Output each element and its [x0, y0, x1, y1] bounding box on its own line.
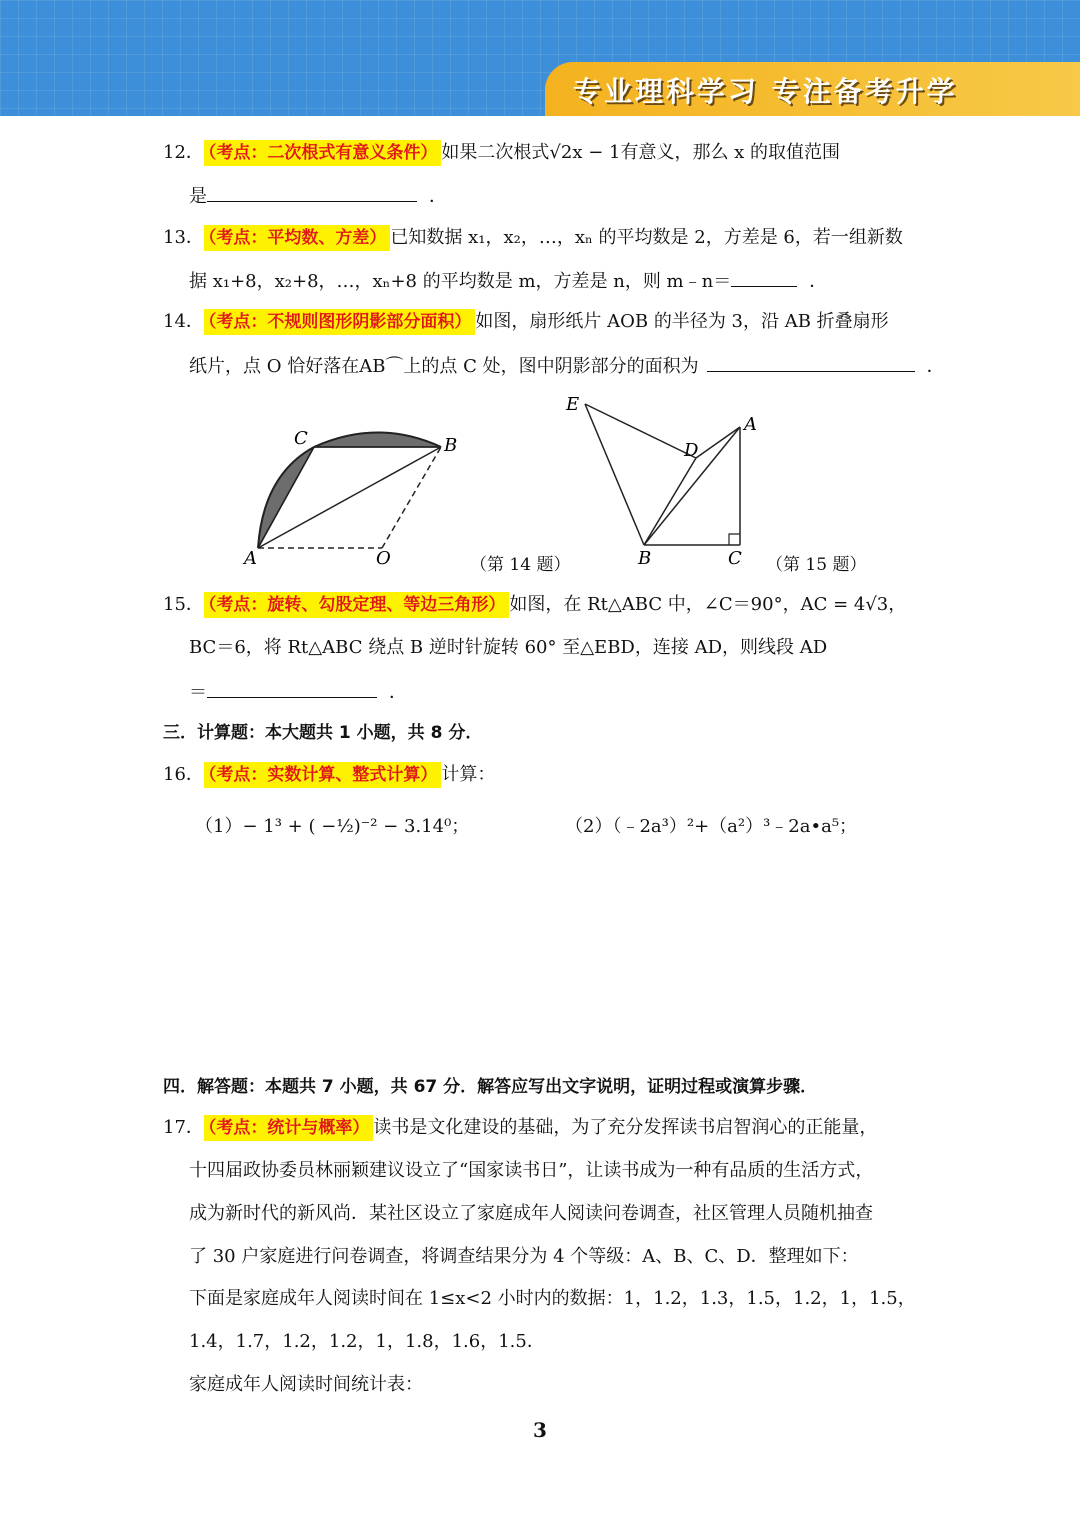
segment-DB	[644, 458, 696, 545]
answer-blank-14[interactable]	[707, 353, 915, 372]
q17-line: 了 30 户家庭进行问卷调查，将调查结果分为 4 个等级：A、B、C、D．整理如下：	[189, 1246, 859, 1267]
segment-OB	[382, 447, 441, 548]
figure-14	[238, 420, 468, 570]
q14-tag: （考点：不规则图形阴影部分面积）	[204, 309, 476, 335]
label-D: D	[684, 440, 699, 461]
q13-tag: （考点：平均数、方差）	[204, 225, 391, 251]
caption-15: （第 15 题）	[766, 555, 867, 575]
q15-continuation-2	[189, 679, 407, 705]
label-O: O	[376, 548, 391, 569]
q16-part-1: （1）− 1³ + ( −½)⁻² − 3.14⁰；	[195, 816, 470, 837]
question-13	[163, 226, 903, 250]
question-17	[163, 1116, 877, 1140]
q15-number: 15．	[163, 594, 204, 615]
answer-blank-15[interactable]	[207, 679, 377, 698]
question-14	[163, 310, 889, 334]
q15-tag: （考点：旋转、勾股定理、等边三角形）	[204, 592, 510, 618]
label-A: A	[244, 548, 257, 569]
q13-end: ．	[809, 271, 828, 292]
q14-text: 如图，扇形纸片 AOB 的半径为 3，沿 AB 折叠扇形	[475, 311, 889, 332]
q17-line: 1.4，1.7，1.2，1.2，1，1.8，1.6，1.5．	[189, 1331, 545, 1352]
q16-tag: （考点：实数计算、整式计算）	[204, 762, 442, 788]
q12-text: 如果二次根式√2x − 1有意义，那么 x 的取值范围	[441, 142, 841, 163]
q17-number: 17．	[163, 1117, 204, 1138]
label-C: C	[728, 548, 742, 569]
q13-number: 13．	[163, 227, 204, 248]
label-B: B	[638, 548, 652, 569]
section-4-heading: 四．解答题：本题共 7 小题，共 67 分．解答应写出文字说明，证明过程或演算步骤．	[163, 1077, 818, 1097]
question-15	[163, 593, 906, 617]
q16-number: 16．	[163, 764, 204, 785]
q12-continuation	[189, 183, 447, 209]
q14-number: 14．	[163, 311, 204, 332]
q12-cont: 是	[189, 186, 207, 207]
q13-text: 已知数据 x₁，x₂，…，xₙ 的平均数是 2，方差是 6，若一组新数	[390, 227, 903, 248]
question-16	[163, 763, 495, 787]
answer-blank-12[interactable]	[207, 183, 417, 202]
q16-part-2: （2）（﹣2a³）²+（a²）³﹣2a•a⁵；	[565, 816, 858, 837]
label-E: E	[566, 394, 580, 415]
figure-15	[560, 390, 770, 570]
q17-line: 下面是家庭成年人阅读时间在 1≤x<2 小时内的数据：1，1.2，1.3，1.5，1.2，1，1.5，	[189, 1288, 916, 1309]
q15-end: ．	[389, 682, 407, 703]
q17-text: 读书是文化建设的基础，为了充分发挥读书启智润心的正能量，	[373, 1117, 878, 1138]
answer-blank-13[interactable]	[731, 268, 797, 287]
q14-continuation	[189, 353, 945, 379]
right-angle-mark	[729, 534, 740, 545]
q15-text: 如图，在 Rt△ABC 中，∠C＝90°，AC = 4√3，	[509, 594, 907, 615]
label-A: A	[744, 414, 757, 435]
q15-cont2: ＝	[189, 682, 207, 703]
q15-cont: BC＝6，将 Rt△ABC 绕点 B 逆时针旋转 60° 至△EBD，连接 AD，则线段 AD	[189, 637, 828, 658]
slogan-text: 专业理科学习 专注备考升学	[573, 75, 958, 108]
q17-line: 成为新时代的新风尚．某社区设立了家庭成年人阅读问卷调查，社区管理人员随机抽查	[189, 1203, 873, 1224]
q17-tag: （考点：统计与概率）	[204, 1115, 374, 1141]
slogan-banner	[545, 62, 1080, 116]
q12-end: ．	[429, 186, 447, 207]
q17-line: 十四届政协委员林丽颖建议设立了“国家读书日”，让读书成为一种有品质的生活方式，	[189, 1160, 874, 1181]
label-B: B	[444, 435, 458, 456]
caption-14: （第 14 题）	[470, 555, 571, 575]
q17-line: 家庭成年人阅读时间统计表：	[189, 1374, 423, 1395]
q13-continuation	[189, 268, 827, 294]
q14-end: ．	[926, 356, 945, 377]
q15-continuation	[189, 636, 827, 660]
page-number: 3	[533, 1418, 547, 1442]
segment-EB	[585, 404, 644, 545]
q14-cont: 纸片，点 O 恰好落在AB⌒上的点 C 处，图中阴影部分的面积为	[189, 356, 699, 377]
question-12	[163, 141, 840, 165]
q12-tag: （考点：二次根式有意义条件）	[204, 140, 442, 166]
segment-ED	[585, 404, 696, 458]
section-3-heading: 三．计算题：本大题共 1 小题，共 8 分．	[163, 723, 483, 743]
q13-cont: 据 x₁+8，x₂+8，…，xₙ+8 的平均数是 m，方差是 n，则 m﹣n＝	[189, 271, 732, 292]
q16-text: 计算：	[441, 764, 496, 785]
q12-number: 12．	[163, 142, 204, 163]
label-C: C	[294, 428, 308, 449]
